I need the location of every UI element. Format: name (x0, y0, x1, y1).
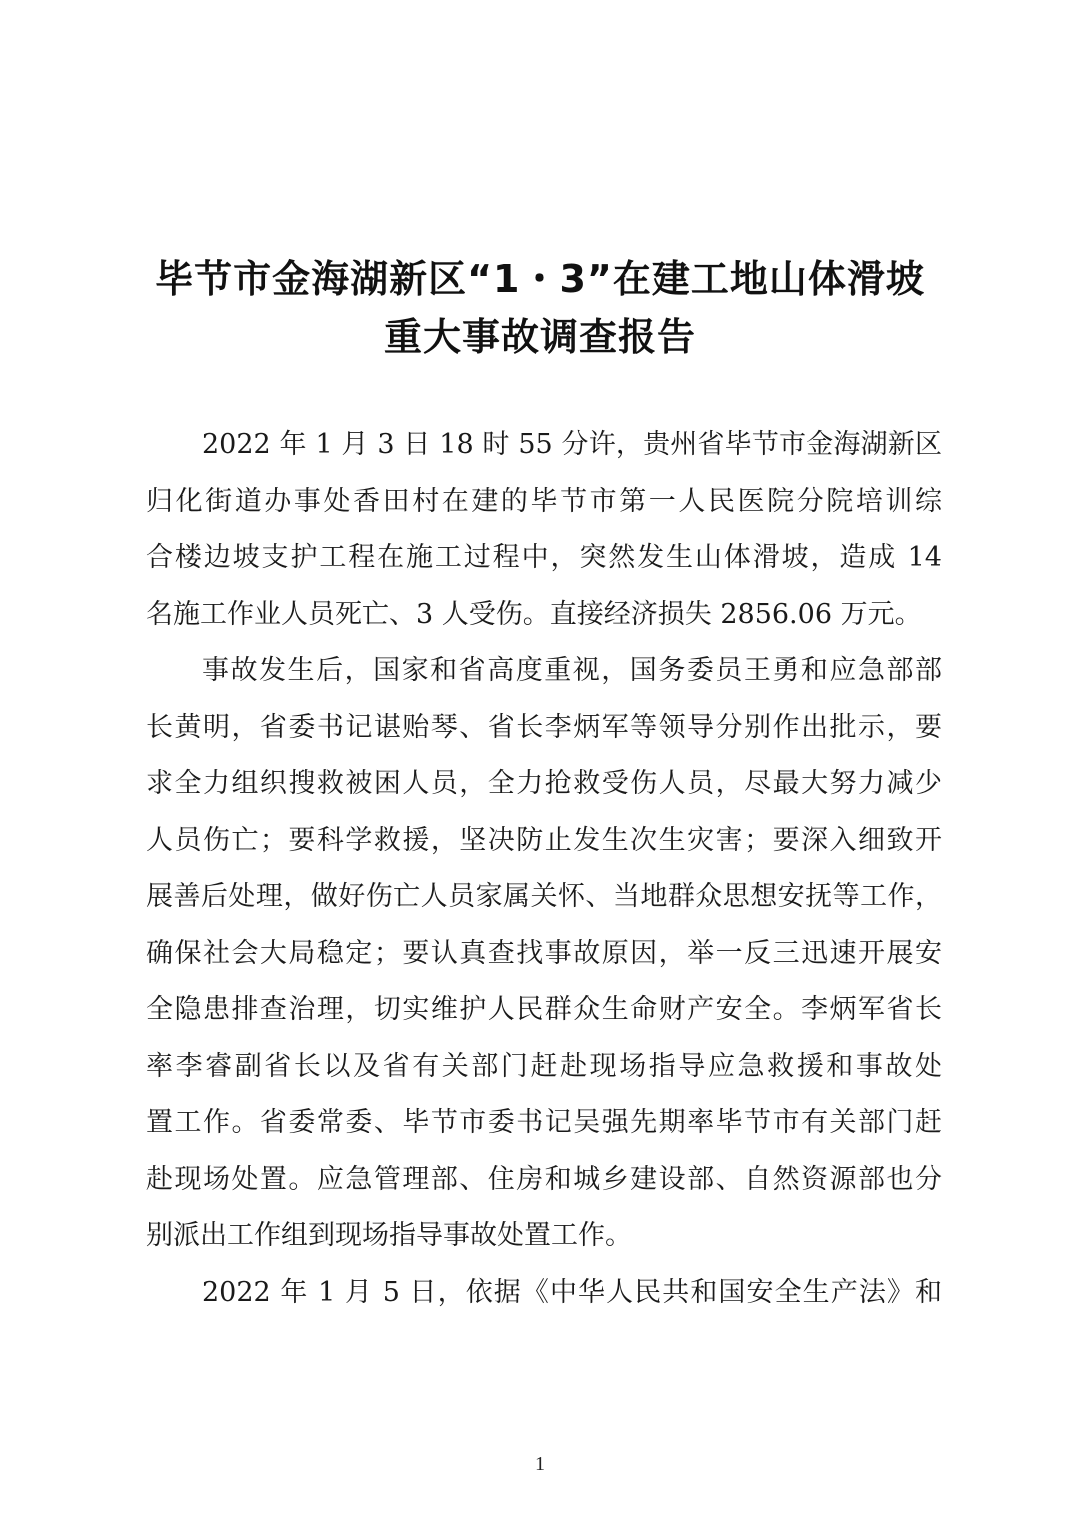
report-title (100, 250, 980, 366)
paragraph-1-line-2: 归化街道办事处香田村在建的毕节市第一人民医院分院培训综 (146, 485, 942, 517)
paragraph-1-line-1: 2022 年 1 月 3 日 18 时 55 分许，贵州省毕节市金海湖新区 (202, 429, 942, 460)
paragraph-3-line-1: 2022 年 1 月 5 日，依据《中华人民共和国安全生产法》和 (202, 1276, 942, 1308)
paragraph-2-line-6: 确保社会大局稳定；要认真查找事故原因，举一反三迅速开展安 (146, 937, 942, 969)
paragraph-1-line-3: 合楼边坡支护工程在施工过程中，突然发生山体滑坡，造成 14 (146, 542, 942, 573)
paragraph-1-line-4: 名施工作业人员死亡、3 人受伤。直接经济损失 2856.06 万元。 (146, 598, 922, 630)
paragraph-2-line-3: 求全力组织搜救被困人员，全力抢救受伤人员，尽最大努力减少 (146, 768, 942, 799)
page-number: 1 (535, 1453, 545, 1475)
paragraph-2-line-10: 赴现场处置。应急管理部、住房和城乡建设部、自然资源部也分 (146, 1163, 942, 1195)
paragraph-2-line-5: 展善后处理，做好伤亡人员家属关怀、当地群众思想安抚等工作， (146, 881, 942, 912)
paragraph-2-line-1: 事故发生后，国家和省高度重视，国务委员王勇和应急部部 (202, 655, 942, 686)
paragraph-2-line-2: 长黄明，省委书记谌贻琴、省长李炳军等领导分别作出批示，要 (146, 711, 942, 743)
report-body (146, 417, 942, 1321)
paragraph-2-line-9: 置工作。省委常委、毕节市委书记吴强先期率毕节市有关部门赶 (146, 1107, 942, 1138)
paragraph-2-line-8: 率李睿副省长以及省有关部门赶赴现场指导应急救援和事故处 (146, 1050, 942, 1082)
title-line-1: 毕节市金海湖新区“1・3”在建工地山体滑坡 (155, 257, 925, 301)
paragraph-2-line-11: 别派出工作组到现场指导事故处置工作。 (146, 1220, 632, 1251)
title-line-2: 重大事故调查报告 (383, 315, 696, 359)
paragraph-2-line-4: 人员伤亡；要科学救援，坚决防止发生次生灾害；要深入细致开 (146, 824, 942, 856)
paragraph-2-line-7: 全隐患排查治理，切实维护人民群众生命财产安全。李炳军省长 (146, 994, 942, 1025)
